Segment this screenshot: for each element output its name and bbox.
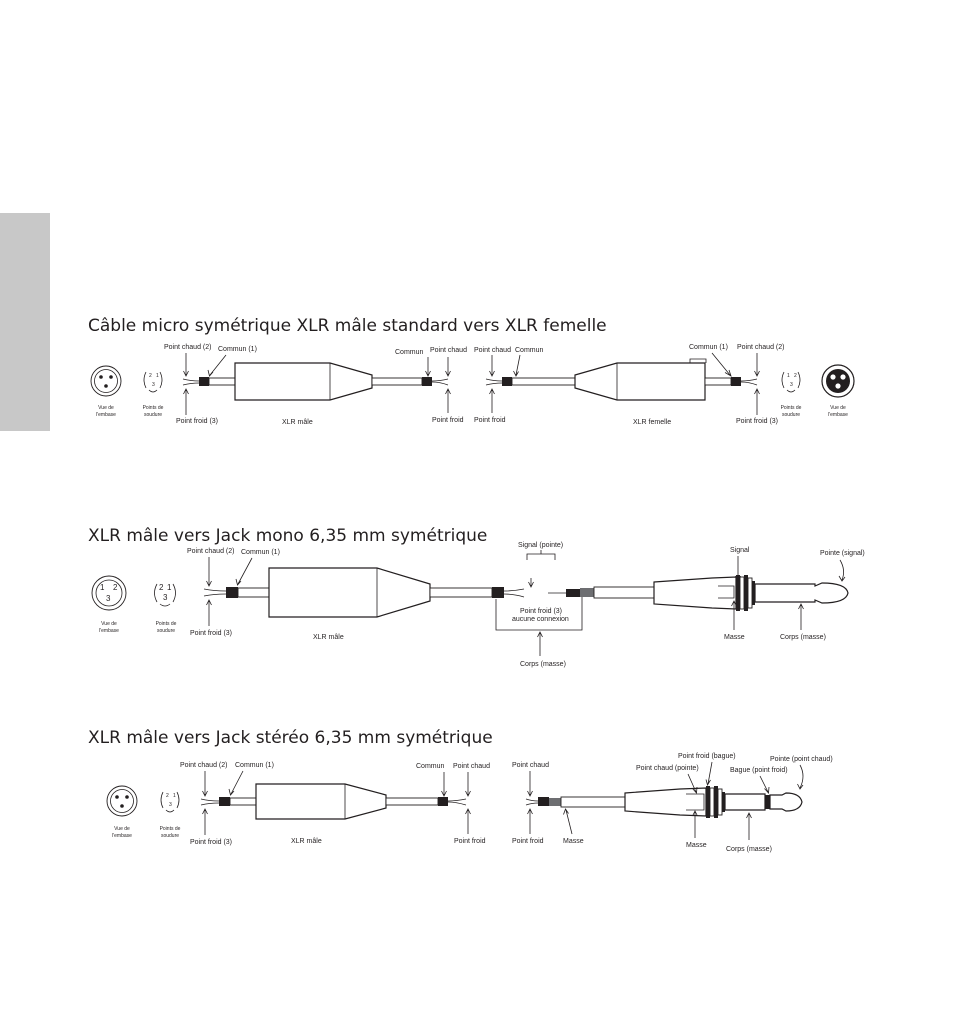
cold-label: Point froid [454, 838, 486, 845]
mono-jack-plug [654, 577, 736, 609]
pin-number: 1 [787, 373, 790, 379]
solder-points-label: Points de [780, 405, 802, 411]
socket-view-label: l'embase [828, 412, 848, 418]
common-1-label: Commun (1) [218, 346, 257, 353]
hot-2-label: Point chaud (2) [164, 344, 212, 351]
hot-label: Point chaud [430, 347, 467, 354]
hot-label: Point chaud [474, 347, 511, 354]
pin-number: 1 [167, 583, 172, 592]
socket-view-label: l'embase [99, 628, 119, 634]
hot-2-label: Point chaud (2) [737, 344, 785, 351]
common-label: Commun [395, 349, 424, 356]
pin-number: 3 [163, 593, 168, 602]
signal-label: Signal [730, 547, 750, 554]
socket-view-label: Vue de [98, 405, 114, 411]
pin-number: 2 [166, 793, 169, 799]
socket-view-label: Vue de [101, 621, 117, 627]
xlr-female-socket-view-icon [822, 365, 854, 397]
diagram1-xlr-to-xlr [0, 335, 954, 435]
cold-3-label: Point froid (3) [190, 630, 233, 637]
ground-label: Masse [724, 634, 745, 641]
hot-tip-label: Point chaud (pointe) [636, 765, 699, 772]
diagram2-xlr-to-mono-jack [0, 538, 954, 673]
pin-number: 3 [790, 382, 793, 388]
body-ground-label: Corps (masse) [780, 634, 826, 641]
solder-points-label: Points de [155, 621, 177, 627]
common-label: Commun [416, 763, 445, 770]
pin-number: 2 [113, 583, 118, 592]
tip-signal-label: Pointe (signal) [820, 550, 865, 557]
pin-number: 3 [169, 802, 172, 808]
socket-view-label: l'embase [112, 833, 132, 839]
xlr-male-socket-view-icon [107, 786, 137, 816]
pin-number: 3 [106, 594, 111, 603]
solder-points-label: soudure [143, 412, 163, 418]
diagram2-title: XLR mâle vers Jack mono 6,35 mm symétrique [88, 526, 488, 546]
xlr-male-connector [235, 363, 372, 400]
pin-number: 1 [100, 583, 105, 592]
xlr-male-socket-view-icon [91, 366, 121, 396]
xlr-male-connector [269, 568, 430, 617]
cold-3-label: Point froid (3) [176, 418, 219, 425]
stereo-jack-plug [625, 788, 706, 816]
cold-label: Point froid [474, 417, 506, 424]
pin-number: 2 [149, 373, 152, 379]
xlr-male-label: XLR mâle [313, 634, 344, 641]
diagram3-xlr-to-stereo-jack [0, 748, 954, 858]
cold-3-label: Point froid (3) [736, 418, 779, 425]
body-ground-label: Corps (masse) [520, 661, 566, 668]
body-ground-label: Corps (masse) [726, 846, 772, 853]
xlr-male-label: XLR mâle [291, 838, 322, 845]
ground-label: Masse [563, 838, 584, 845]
socket-view-label: l'embase [96, 412, 116, 418]
solder-points-label: Points de [159, 826, 181, 832]
cold-3-label: Point froid (3) [190, 839, 233, 846]
common-1-label: Commun (1) [689, 344, 728, 351]
solder-points-label: soudure [156, 628, 176, 634]
solder-points-label: soudure [160, 833, 180, 839]
pin-number: 1 [173, 793, 176, 799]
solder-points-label: Points de [142, 405, 164, 411]
socket-view-label: Vue de [114, 826, 130, 832]
solder-points-label: soudure [781, 412, 801, 418]
socket-view-label: Vue de [830, 405, 846, 411]
cold-ring-label: Point froid (bague) [678, 753, 736, 760]
cold-no-connection-label: aucune connexion [512, 616, 569, 623]
diagram3-title: XLR mâle vers Jack stéréo 6,35 mm symétrique [88, 728, 493, 748]
common-1-label: Commun (1) [241, 549, 280, 556]
xlr-female-label: XLR femelle [633, 419, 672, 426]
pin-number: 2 [159, 583, 164, 592]
pin-number: 3 [152, 382, 155, 388]
hot-label: Point chaud [453, 763, 490, 770]
xlr-male-socket-view-icon [92, 576, 126, 610]
xlr-male-connector [256, 784, 386, 819]
pin-number: 2 [794, 373, 797, 379]
tip-hot-label: Pointe (point chaud) [770, 756, 833, 763]
pin-number: 1 [156, 373, 159, 379]
ground-label: Masse [686, 842, 707, 849]
cold-label: Point froid [432, 417, 464, 424]
hot-label: Point chaud [512, 762, 549, 769]
signal-tip-label: Signal (pointe) [518, 542, 564, 549]
cold-label: Point froid [512, 838, 544, 845]
ring-cold-label: Bague (point froid) [730, 767, 788, 774]
xlr-male-label: XLR mâle [282, 419, 313, 426]
common-1-label: Commun (1) [235, 762, 274, 769]
hot-2-label: Point chaud (2) [187, 548, 235, 555]
xlr-female-connector [575, 363, 705, 400]
diagram1-title: Câble micro symétrique XLR mâle standard vers XLR femelle [88, 316, 607, 336]
hot-2-label: Point chaud (2) [180, 762, 228, 769]
common-label: Commun [515, 347, 544, 354]
cold-no-connection-label: Point froid (3) [520, 608, 563, 615]
